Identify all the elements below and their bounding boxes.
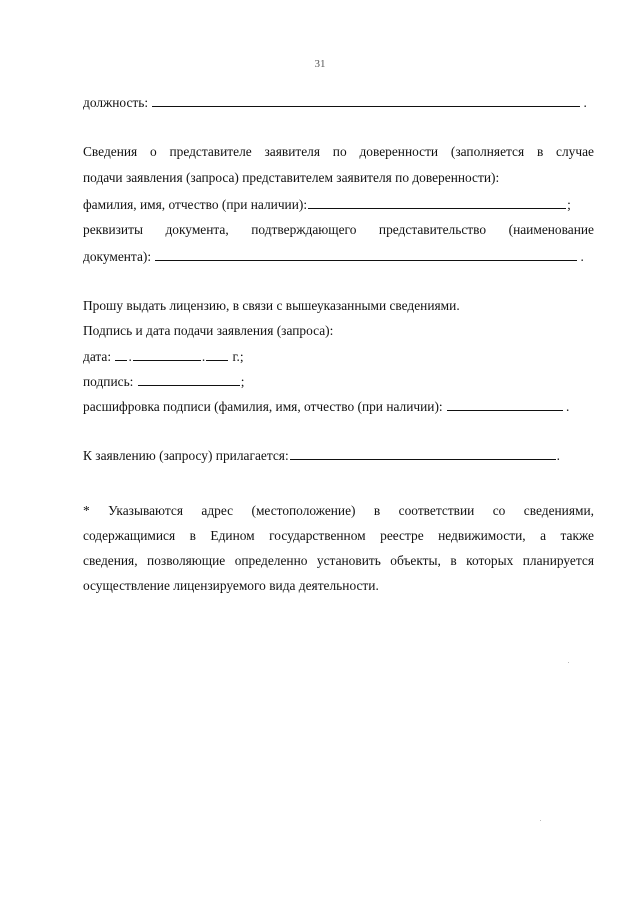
position-label: должность: — [83, 95, 149, 110]
footnote-line3: сведения, позволяющие определенно установить объекты, в которых планируется — [83, 553, 594, 568]
scan-speck — [568, 662, 569, 663]
representative-fio-label: фамилия, имя, отчество (при наличии): — [83, 197, 308, 212]
date-month-field[interactable] — [133, 347, 201, 361]
representative-fio-field[interactable] — [308, 195, 566, 209]
representative-doc-line1: реквизиты документа, подтверждающего представительство (наименование — [83, 222, 594, 237]
representative-doc-field[interactable] — [155, 247, 577, 261]
signature-decode-field[interactable] — [447, 397, 563, 411]
footnote-line2: содержащимися в Едином государственном реестре недвижимости, а также — [83, 528, 594, 543]
position-field[interactable] — [152, 93, 580, 107]
date-day-field[interactable] — [115, 347, 127, 361]
signature-decode-row: расшифровка подписи (фамилия, имя, отчество (при наличии): . — [83, 399, 570, 414]
date-year-field[interactable] — [206, 347, 228, 361]
date-year-suffix: г.; — [232, 349, 244, 364]
representative-fio-row: фамилия, имя, отчество (при наличии): ; — [83, 197, 571, 212]
footnote-line4: осуществление лицензируемого вида деятельности. — [83, 578, 379, 593]
date-row: дата: . . г.; — [83, 349, 244, 364]
signature-label: подпись: — [83, 374, 134, 389]
attachment-label: К заявлению (запросу) прилагается: — [83, 448, 289, 463]
scan-speck — [540, 820, 541, 821]
signature-decode-label: расшифровка подписи (фамилия, имя, отчество (при наличии): — [83, 399, 443, 414]
footnote-line1: * Указываются адрес (местоположение) в соответствии со сведениями, — [83, 503, 594, 518]
representative-doc-label: документа): — [83, 249, 152, 264]
attachment-field[interactable] — [290, 446, 556, 460]
representative-intro-line1: Сведения о представителе заявителя по доверенности (заполняется в случае — [83, 144, 594, 159]
representative-intro-line2: подачи заявления (запроса) представителем заявителя по доверенности): — [83, 170, 500, 185]
request-line1: Прошу выдать лицензию, в связи с вышеуказанными сведениями. — [83, 298, 460, 313]
position-row: должность: . — [83, 95, 587, 110]
page-number: 31 — [314, 58, 326, 70]
representative-doc-row: документа): . — [83, 249, 584, 264]
request-line2: Подпись и дата подачи заявления (запроса): — [83, 323, 334, 338]
date-label: дата: — [83, 349, 112, 364]
signature-field[interactable] — [138, 372, 240, 386]
attachment-row: К заявлению (запросу) прилагается: . — [83, 448, 561, 463]
signature-row: подпись: ; — [83, 374, 245, 389]
